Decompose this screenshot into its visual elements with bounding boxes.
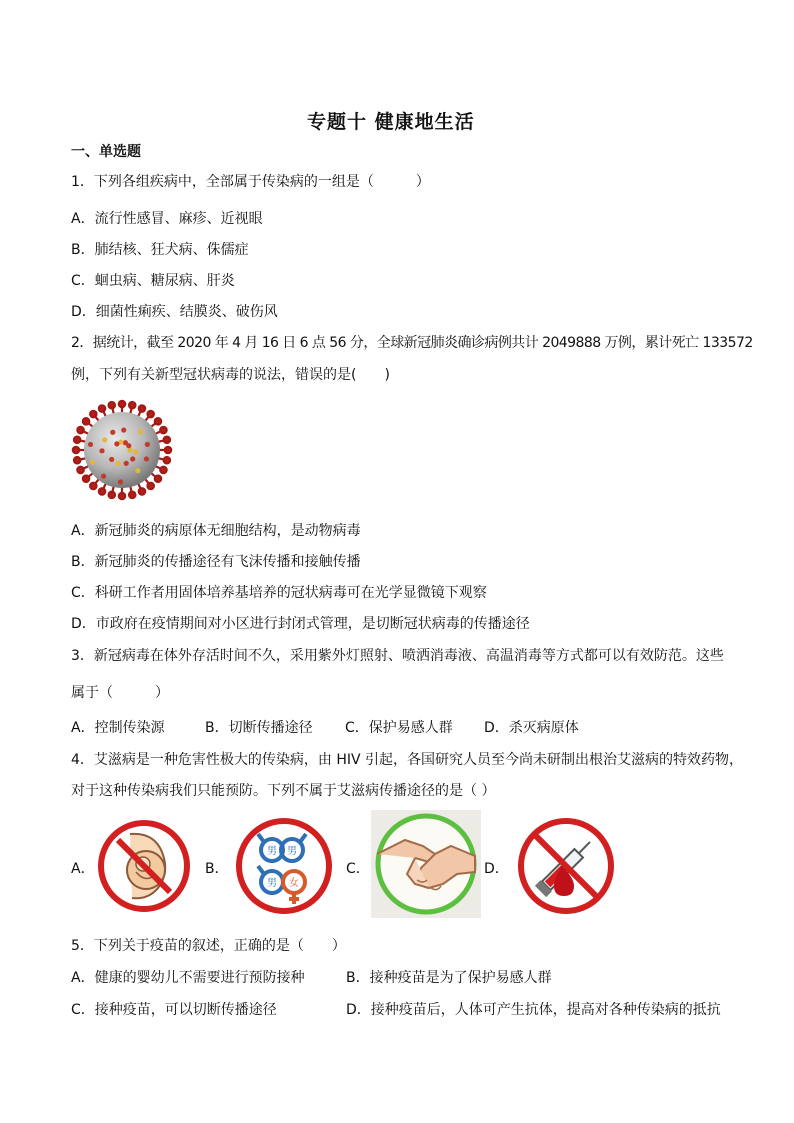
question-4-label-b: B． bbox=[205, 861, 229, 877]
blood-syringe-icon bbox=[516, 816, 616, 916]
question-2-option-d: D．市政府在疫情期间对小区进行封闭式管理，是切断冠状病毒的传播途径 bbox=[71, 616, 530, 632]
handshake-icon bbox=[371, 810, 481, 918]
page-title: 专题十 健康地生活 bbox=[307, 111, 475, 133]
male-symbol-2: 男 bbox=[287, 846, 297, 857]
male-symbol-1: 男 bbox=[267, 846, 277, 857]
question-1-option-b: B．肺结核、狂犬病、侏儒症 bbox=[71, 242, 249, 258]
question-5-stem: 5．下列关于疫苗的叙述，正确的是（ ） bbox=[71, 938, 346, 954]
question-5-option-b: B．接种疫苗是为了保护易感人群 bbox=[346, 970, 552, 986]
question-2-stem-line1: 2．据统计，截至 2020 年 4 月 16 日 6 点 56 分，全球新冠肺炎确诊病例共计 2049888 万例，累计死亡 133572 bbox=[71, 335, 753, 351]
question-2-stem-line2: 例，下列有关新型冠状病毒的说法，错误的是( ) bbox=[71, 367, 390, 383]
question-2-option-b: B．新冠肺炎的传播途径有飞沫传播和接触传播 bbox=[71, 554, 361, 570]
female-symbol: 女 bbox=[289, 878, 299, 889]
question-4-label-a: A． bbox=[71, 861, 95, 877]
male-symbol-3: 男 bbox=[267, 878, 277, 889]
question-2-option-a: A．新冠肺炎的病原体无细胞结构，是动物病毒 bbox=[71, 523, 361, 539]
question-3-option-c: C．保护易感人群 bbox=[345, 720, 453, 736]
question-3-stem-line2: 属于（ ） bbox=[71, 685, 169, 701]
question-1-stem: 1．下列各组疾病中，全部属于传染病的一组是（ ） bbox=[71, 174, 430, 190]
question-1-option-a: A．流行性感冒、麻疹、近视眼 bbox=[71, 211, 263, 227]
question-1-option-c: C．蛔虫病、糖尿病、肝炎 bbox=[71, 273, 235, 289]
question-5-option-d: D．接种疫苗后，人体可产生抗体，提高对各种传染病的抵抗 bbox=[346, 1002, 721, 1018]
section-heading: 一、单选题 bbox=[71, 144, 141, 160]
question-3-stem-line1: 3．新冠病毒在体外存活时间不久，采用紫外灯照射、喷洒消毒液、高温消毒等方式都可以有效防范。这些 bbox=[71, 648, 724, 664]
question-4-label-d: D． bbox=[484, 861, 509, 877]
question-4-stem-line1: 4．艾滋病是一种危害性极大的传染病，由 HIV 引起，各国研究人员至今尚未研制出根治艾滋病的特效药物， bbox=[71, 752, 744, 768]
question-5-option-a: A．健康的婴幼儿不需要进行预防接种 bbox=[71, 970, 305, 986]
mother-to-child-icon bbox=[96, 818, 192, 914]
question-4-stem-line2: 对于这种传染病我们只能预防。下列不属于艾滋病传播途径的是（ ） bbox=[71, 783, 496, 799]
sexual-transmission-icon bbox=[234, 816, 334, 916]
question-2-option-c: C．科研工作者用固体培养基培养的冠状病毒可在光学显微镜下观察 bbox=[71, 585, 487, 601]
coronavirus-image bbox=[70, 398, 174, 502]
question-4-label-c: C． bbox=[346, 861, 370, 877]
question-3-option-a: A．控制传染源 bbox=[71, 720, 165, 736]
question-1-option-d: D．细菌性痢疾、结膜炎、破伤风 bbox=[71, 304, 278, 320]
question-3-option-b: B．切断传播途径 bbox=[205, 720, 313, 736]
question-3-option-d: D．杀灭病原体 bbox=[484, 720, 579, 736]
question-5-option-c: C．接种疫苗，可以切断传播途径 bbox=[71, 1002, 277, 1018]
